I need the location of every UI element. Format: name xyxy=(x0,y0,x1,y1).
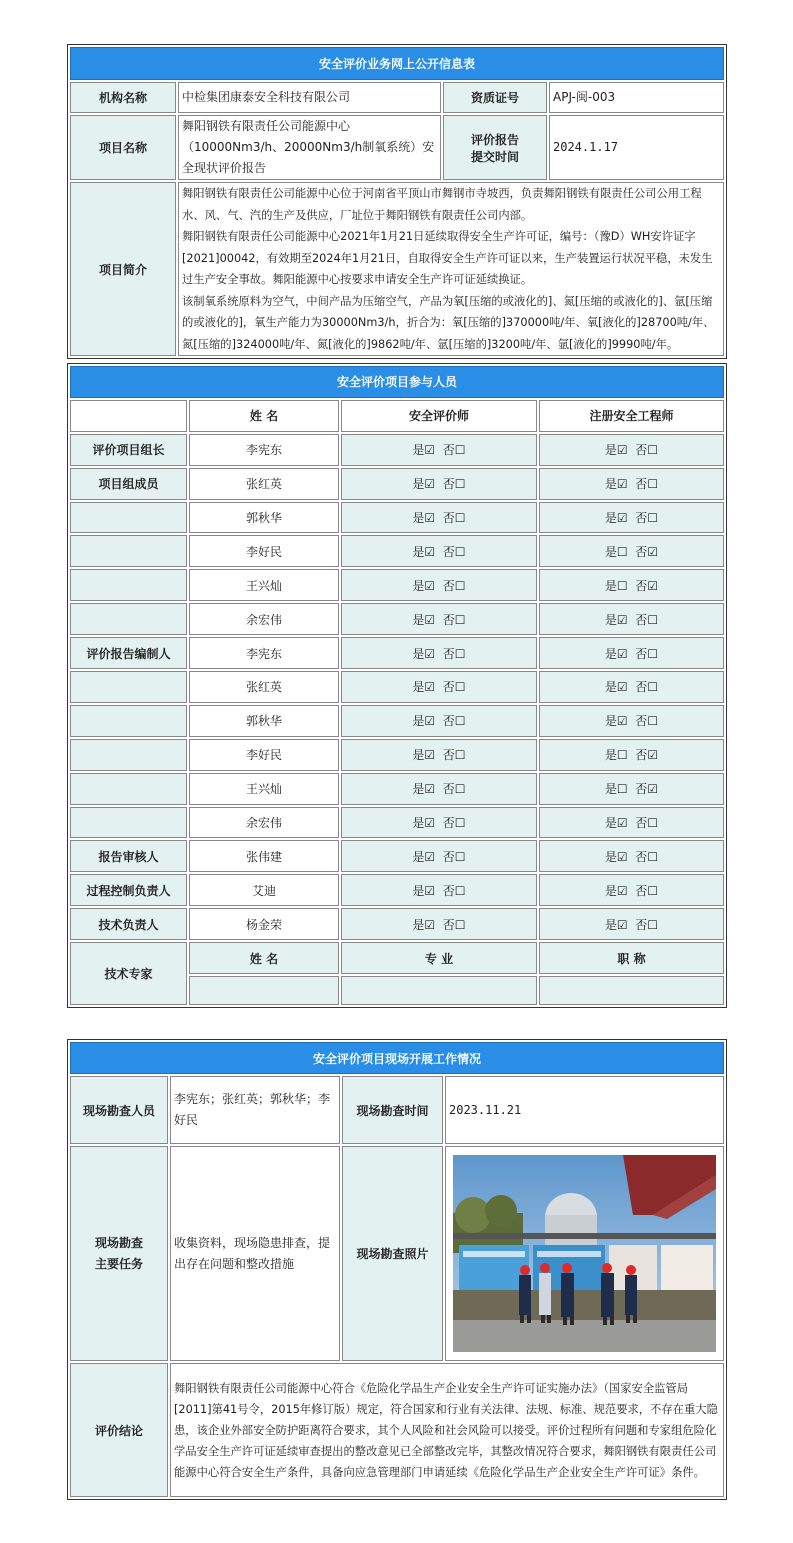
intro-paragraph-1: 舞阳钢铁有限责任公司能源中心位于河南省平顶山市舞钢市寺坡西，负责舞阳钢铁有限责任公司公用工程水、风、气、汽的生产及供应，厂址位于舞阳钢铁有限责任公司内部。 xyxy=(182,187,702,222)
assessor-column-header: 安全评价师 xyxy=(341,400,537,432)
staff-row xyxy=(70,705,724,737)
assessor-checkbox-pair: 是☑ 否☐ xyxy=(341,603,537,635)
expert-name-header: 姓 名 xyxy=(189,942,339,974)
staff-row xyxy=(70,908,724,940)
staff-row xyxy=(70,569,724,601)
staff-name: 张红英 xyxy=(189,671,339,703)
expert-name-cell xyxy=(189,976,339,1005)
staff-row xyxy=(70,468,724,500)
site-time-label: 现场勘查时间 xyxy=(342,1076,443,1144)
staff-name: 李宪东 xyxy=(189,434,339,466)
submit-time-value: 2024.1.17 xyxy=(549,115,724,180)
site-table-title: 安全评价项目现场开展工作情况 xyxy=(70,1042,724,1074)
engineer-checkbox-pair: 是☑ 否☐ xyxy=(539,705,724,737)
staff-name: 郭秋华 xyxy=(189,705,339,737)
submit-time-label xyxy=(443,115,547,180)
staff-row xyxy=(70,502,724,534)
staff-table-title: 安全评价项目参与人员 xyxy=(70,366,724,398)
site-photo-label: 现场勘查照片 xyxy=(342,1146,443,1361)
engineer-checkbox-pair: 是☑ 否☐ xyxy=(539,807,724,839)
staff-row xyxy=(70,434,724,466)
staff-role xyxy=(70,502,187,534)
name-column-header: 姓 名 xyxy=(189,400,339,432)
submit-label-line1: 评价报告 xyxy=(470,132,519,147)
conclusion-label: 评价结论 xyxy=(70,1363,168,1497)
staff-role xyxy=(70,705,187,737)
assessor-checkbox-pair: 是☑ 否☐ xyxy=(341,840,537,872)
engineer-checkbox-pair: 是☑ 否☐ xyxy=(539,603,724,635)
staff-row xyxy=(70,739,724,771)
staff-name: 李宪东 xyxy=(189,637,339,669)
staff-row xyxy=(70,535,724,567)
assessor-checkbox-pair: 是☑ 否☐ xyxy=(341,874,537,906)
staff-row xyxy=(70,637,724,669)
assessor-checkbox-pair: 是☑ 否☐ xyxy=(341,468,537,500)
engineer-checkbox-pair: 是☑ 否☐ xyxy=(539,637,724,669)
assessor-checkbox-pair: 是☑ 否☐ xyxy=(341,773,537,805)
expert-major-header: 专 业 xyxy=(341,942,537,974)
site-photo-cell xyxy=(445,1146,724,1361)
staff-row xyxy=(70,807,724,839)
expert-label: 技术专家 xyxy=(70,942,187,1005)
staff-role xyxy=(70,739,187,771)
staff-name: 艾迪 xyxy=(189,874,339,906)
staff-role: 技术负责人 xyxy=(70,908,187,940)
cert-label: 资质证号 xyxy=(443,82,547,113)
staff-role xyxy=(70,603,187,635)
staff-name: 郭秋华 xyxy=(189,502,339,534)
site-task-value: 收集资料，现场隐患排查，提出存在问题和整改措施 xyxy=(170,1146,340,1361)
staff-name: 张伟建 xyxy=(189,840,339,872)
assessor-checkbox-pair: 是☑ 否☐ xyxy=(341,434,537,466)
staff-name: 李好民 xyxy=(189,535,339,567)
info-table xyxy=(67,44,727,359)
staff-table xyxy=(67,363,727,1008)
site-task-label xyxy=(70,1146,168,1361)
assessor-checkbox-pair: 是☑ 否☐ xyxy=(341,908,537,940)
engineer-checkbox-pair: 是☐ 否☑ xyxy=(539,739,724,771)
expert-title-header: 职 称 xyxy=(539,942,724,974)
engineer-checkbox-pair: 是☐ 否☑ xyxy=(539,535,724,567)
engineer-column-header: 注册安全工程师 xyxy=(539,400,724,432)
staff-role xyxy=(70,535,187,567)
staff-row xyxy=(70,874,724,906)
site-staff-label: 现场勘查人员 xyxy=(70,1076,168,1144)
intro-label: 项目简介 xyxy=(70,182,176,356)
task-label-line1: 现场勘查 xyxy=(94,1235,143,1250)
staff-role xyxy=(70,807,187,839)
assessor-checkbox-pair: 是☑ 否☐ xyxy=(341,569,537,601)
engineer-checkbox-pair: 是☑ 否☐ xyxy=(539,434,724,466)
cert-value: APJ-闽-003 xyxy=(549,82,724,113)
assessor-checkbox-pair: 是☑ 否☐ xyxy=(341,637,537,669)
staff-role: 过程控制负责人 xyxy=(70,874,187,906)
assessor-checkbox-pair: 是☑ 否☐ xyxy=(341,807,537,839)
project-label: 项目名称 xyxy=(70,115,176,180)
assessor-checkbox-pair: 是☑ 否☐ xyxy=(341,535,537,567)
engineer-checkbox-pair: 是☑ 否☐ xyxy=(539,908,724,940)
staff-role xyxy=(70,671,187,703)
intro-paragraph-3: 该制氧系统原料为空气，中间产品为压缩空气，产品为氧[压缩的或液化的]、氮[压缩的或液化的]、氩[压缩的或液化的]，氧生产能力为30000Nm3/h，折合为：氧[压缩的]370000吨/年、氧[液化的]28700吨/年、氮[压缩的]324000吨/年、氮[液化的]9862吨/年、氩[压缩的]3200吨/年、氩[液化的]9990吨/年。 xyxy=(182,294,715,351)
staff-role xyxy=(70,569,187,601)
staff-role xyxy=(70,773,187,805)
engineer-checkbox-pair: 是☑ 否☐ xyxy=(539,671,724,703)
site-staff-value: 李宪东；张红英；郭秋华；李好民 xyxy=(170,1076,340,1144)
engineer-checkbox-pair: 是☑ 否☐ xyxy=(539,468,724,500)
staff-name: 王兴灿 xyxy=(189,569,339,601)
staff-role: 项目组成员 xyxy=(70,468,187,500)
engineer-checkbox-pair: 是☑ 否☐ xyxy=(539,502,724,534)
intro-paragraph-2: 舞阳钢铁有限责任公司能源中心2021年1月21日延续取得安全生产许可证，编号：（豫D）WH安许证字[2021]00042，有效期至2024年1月21日，自取得安全生产许可证以来，生产装置运行状况平稳，未发生过生产安全事故。舞阳能源中心按要求申请安全生产许可证延续换证。 xyxy=(182,230,713,286)
staff-name: 王兴灿 xyxy=(189,773,339,805)
assessor-checkbox-pair: 是☑ 否☐ xyxy=(341,671,537,703)
engineer-checkbox-pair: 是☑ 否☐ xyxy=(539,874,724,906)
staff-row xyxy=(70,603,724,635)
org-value: 中检集团康泰安全科技有限公司 xyxy=(178,82,441,113)
role-header-empty xyxy=(70,400,187,432)
task-label-line2: 主要任务 xyxy=(94,1256,143,1271)
submit-label-line2: 提交时间 xyxy=(470,149,519,164)
assessor-checkbox-pair: 是☑ 否☐ xyxy=(341,739,537,771)
staff-row xyxy=(70,773,724,805)
staff-name: 杨金荣 xyxy=(189,908,339,940)
staff-row xyxy=(70,840,724,872)
intro-value xyxy=(178,182,724,356)
staff-name: 余宏伟 xyxy=(189,807,339,839)
engineer-checkbox-pair: 是☐ 否☑ xyxy=(539,569,724,601)
conclusion-value: 舞阳钢铁有限责任公司能源中心符合《危险化学品生产企业安全生产许可证实施办法》（国家安全监管局[2011]第41号令，2015年修订版）规定，符合国家和行业有关法律、法规、标准、规范要求，不存在重大隐患，该企业外部安全防护距离符合要求，其个人风险和社会风险可以接受。评价过程所有问题和专家组危险化学品安全生产许可证延续审查提出的整改意见已全部整改完毕，其整改情况符合要求，舞阳钢铁有限责任公司能源中心符合安全生产条件，具备向应急管理部门申请延续《危险化学品生产企业安全生产许可证》条件。 xyxy=(170,1363,724,1497)
staff-row xyxy=(70,671,724,703)
site-survey-photo xyxy=(453,1155,716,1352)
assessor-checkbox-pair: 是☑ 否☐ xyxy=(341,705,537,737)
staff-name: 张红英 xyxy=(189,468,339,500)
project-value: 舞阳钢铁有限责任公司能源中心（10000Nm3/h、20000Nm3/h制氧系统）安全现状评价报告 xyxy=(178,115,441,180)
staff-role: 报告审核人 xyxy=(70,840,187,872)
engineer-checkbox-pair: 是☐ 否☑ xyxy=(539,773,724,805)
assessor-checkbox-pair: 是☑ 否☐ xyxy=(341,502,537,534)
staff-role: 评价报告编制人 xyxy=(70,637,187,669)
org-label: 机构名称 xyxy=(70,82,176,113)
staff-name: 余宏伟 xyxy=(189,603,339,635)
staff-role: 评价项目组长 xyxy=(70,434,187,466)
expert-title-cell xyxy=(539,976,724,1005)
expert-major-cell xyxy=(341,976,537,1005)
site-table xyxy=(67,1039,727,1500)
info-table-title: 安全评价业务网上公开信息表 xyxy=(70,47,724,80)
engineer-checkbox-pair: 是☑ 否☐ xyxy=(539,840,724,872)
site-time-value: 2023.11.21 xyxy=(445,1076,724,1144)
staff-name: 李好民 xyxy=(189,739,339,771)
